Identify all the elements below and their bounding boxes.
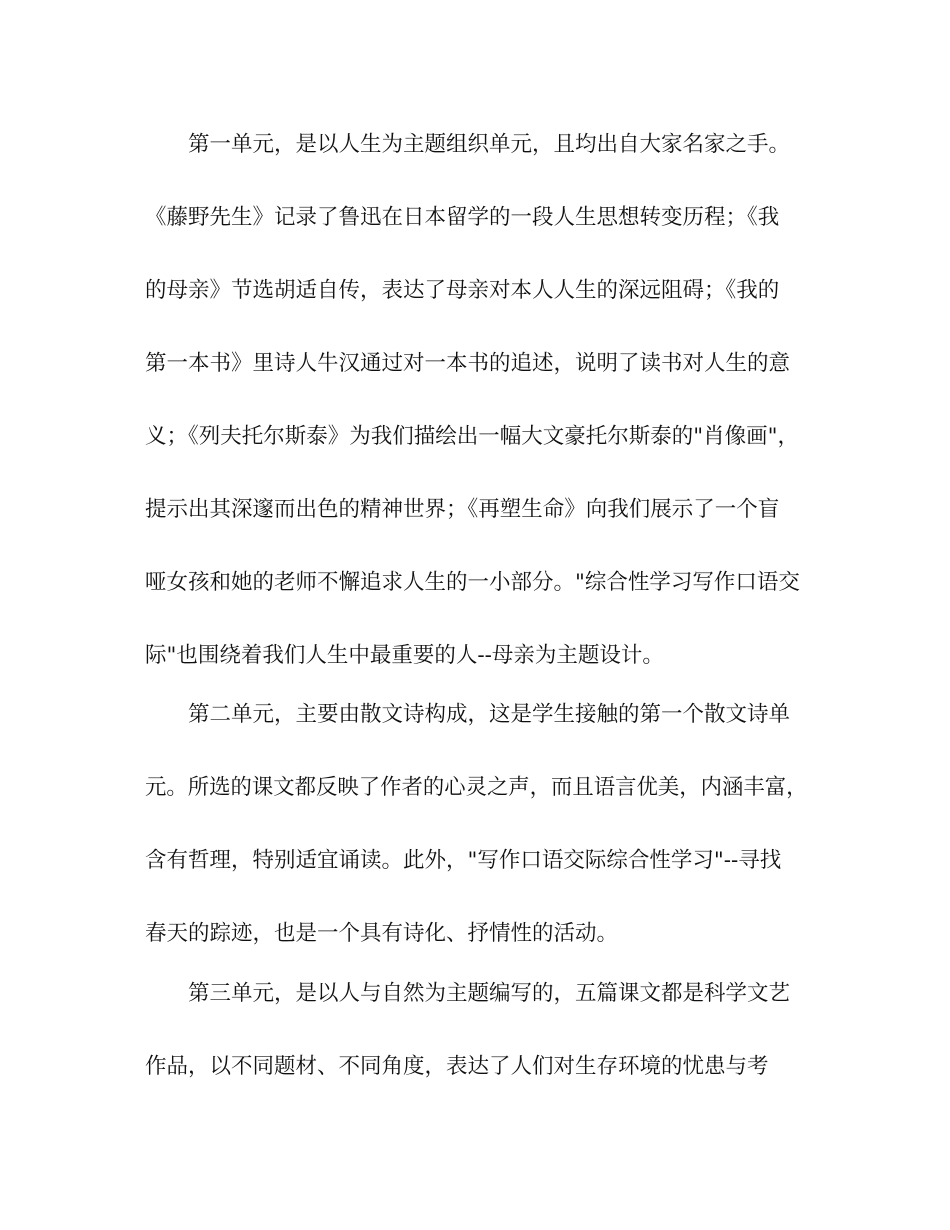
- paragraph-2-line-3: 含有哲理，特别适宜诵读。此外，"写作口语交际综合性学习"--寻找: [145, 848, 782, 873]
- paragraph-1-line-4: 第一本书》里诗人牛汉通过对一本书的追述，说明了读书对人生的意: [145, 351, 791, 376]
- paragraph-1-line-7: 哑女孩和她的老师不懈追求人生的一小部分。"综合性学习写作口语交: [145, 570, 800, 595]
- paragraph-3-line-1: 第三单元，是以人与自然为主题编写的，五篇课文都是科学文艺: [188, 981, 791, 1006]
- paragraph-2-line-2: 元。所选的课文都反映了作者的心灵之声，而且语言优美，内涵丰富，: [145, 775, 808, 800]
- paragraph-2-line-1: 第二单元，主要由散文诗构成，这是学生接触的第一个散文诗单: [188, 702, 791, 727]
- paragraph-2-line-4: 春天的踪迹，也是一个具有诗化、抒情性的活动。: [145, 921, 619, 946]
- paragraph-1-line-1: 第一单元，是以人生为主题组织单元，且均出自大家名家之手。: [188, 132, 791, 157]
- paragraph-1-line-5: 义；《列夫托尔斯泰》为我们描绘出一幅大文豪托尔斯泰的"肖像画"，: [145, 424, 800, 449]
- paragraph-3-line-2: 作品，以不同题材、不同角度，表达了人们对生存环境的忧患与考: [145, 1054, 769, 1079]
- paragraph-1-line-6: 提示出其深邃而出色的精神世界；《再塑生命》向我们展示了一个盲: [145, 497, 780, 522]
- paragraph-1-line-3: 的母亲》节选胡适自传，表达了母亲对本人人生的深远阻碍；《我的: [145, 278, 780, 303]
- paragraph-1-line-2: 《藤野先生》记录了鲁迅在日本留学的一段人生思想转变历程；《我: [145, 205, 780, 230]
- paragraph-1-line-8: 际"也围绕着我们人生中最重要的人--母亲为主题设计。: [145, 643, 664, 668]
